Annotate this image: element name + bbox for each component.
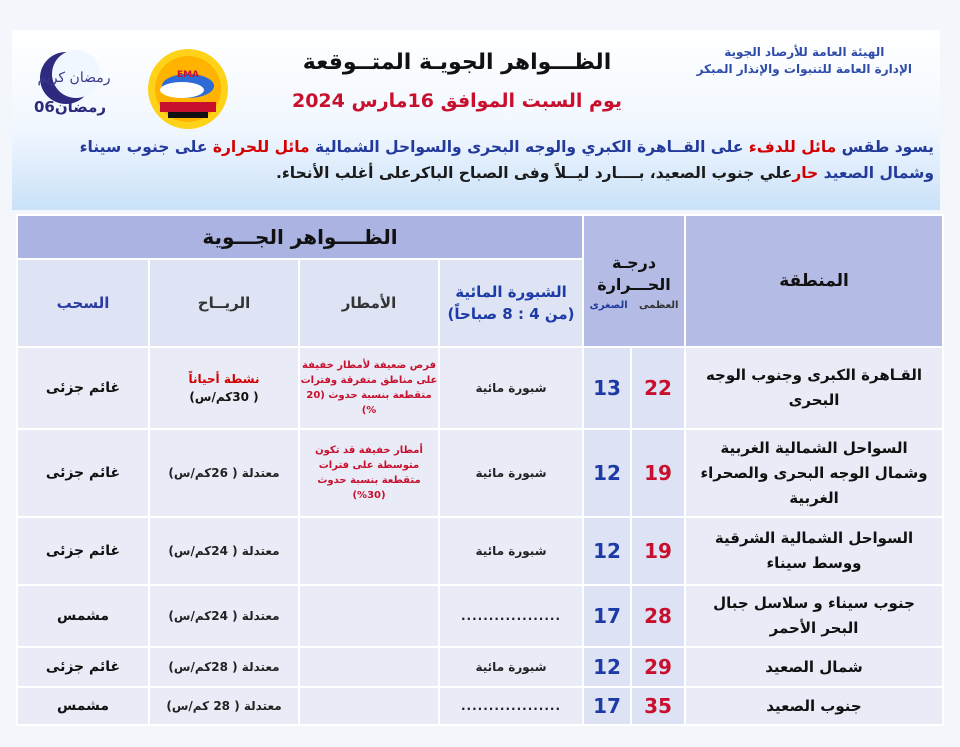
summary-part-5: بــــارد ليــلاً وفى الصباح الباكرعلى أغلب الأنحاء.: [275, 164, 645, 182]
row-wind: معتدلة ( 24كم/س): [149, 585, 299, 647]
row-region: جنوب سيناء و سلاسل جبال البحر الأحمر: [685, 585, 943, 647]
summary-warm-1: مائل للدفء: [748, 138, 837, 156]
header-wind: الريــاح: [149, 259, 299, 347]
row-clouds: غائم جزئى: [17, 347, 149, 429]
header-temperature-label: درجـة الحـــرارة: [597, 252, 671, 294]
row-wind-speed: ( 30كم/س): [189, 390, 259, 404]
row-wind: معتدلة ( 24كم/س): [149, 517, 299, 585]
header-fog: [439, 259, 583, 347]
table-row: [17, 429, 943, 517]
row-min-temp: 17: [583, 585, 631, 647]
table-row: [17, 585, 943, 647]
header-temp-min: الصغرى: [589, 299, 628, 311]
summary-part-2: على القــاهرة الكبري والوجه البحرى والسواحل الشمالية: [309, 138, 749, 156]
header-region: المنطقة: [685, 215, 943, 347]
row-rain: [299, 585, 439, 647]
row-region: السواحل الشمالية الشرقية ووسط سيناء: [685, 517, 943, 585]
header-fog-label: الشبورة المائية: [455, 283, 567, 301]
row-max-temp: 19: [631, 517, 685, 585]
row-fog: شبورة مائية: [439, 647, 583, 687]
row-min-temp: 12: [583, 647, 631, 687]
header-rain: الأمطار: [299, 259, 439, 347]
summary-part-1: يسود طقس: [836, 138, 934, 156]
row-region: جنوب الصعيد: [685, 687, 943, 725]
row-region: القـاهرة الكبرى وجنوب الوجه البحرى: [685, 347, 943, 429]
table-row: [17, 517, 943, 585]
row-wind-status: نشطة أحياناً: [188, 372, 260, 386]
org-line-1: الهيئة العامة للأرصاد الجوية: [724, 45, 885, 59]
header-phenomena: الظــــواهر الجـــوية: [17, 215, 583, 259]
forecast-table: [16, 214, 944, 726]
row-region: السواحل الشمالية الغربية وشمال الوجه البحرى والصحراء الغربية: [685, 429, 943, 517]
table-row: [17, 347, 943, 429]
row-clouds: مشمس: [17, 687, 149, 725]
ema-logo-text: EMA: [176, 70, 200, 80]
row-rain: [299, 687, 439, 725]
ema-logo: [138, 44, 238, 134]
row-fog: ..................: [439, 585, 583, 647]
row-wind: معتدلة ( 28 كم/س): [149, 687, 299, 725]
summary-warm-2: مائل للحرارة: [212, 138, 310, 156]
header-fog-time: (من 4 : 8 صباحاً): [447, 305, 575, 323]
header-temp-max: العظمى: [639, 299, 679, 311]
row-max-temp: 29: [631, 647, 685, 687]
row-rain: [299, 517, 439, 585]
summary-part-3: على جنوب سيناء وشمال الصعيد: [79, 138, 934, 182]
row-max-temp: 19: [631, 429, 685, 517]
ramadan-logo-text: رمضان كريم: [37, 70, 111, 86]
row-rain: [299, 647, 439, 687]
row-wind: معتدلة ( 26كم/س): [149, 429, 299, 517]
row-max-temp: 22: [631, 347, 685, 429]
row-min-temp: 17: [583, 687, 631, 725]
row-fog: ..................: [439, 687, 583, 725]
forecast-date: يوم السبت الموافق 16مارس 2024: [291, 90, 623, 112]
row-max-temp: 35: [631, 687, 685, 725]
table-row: [17, 647, 943, 687]
weather-summary: [24, 134, 934, 186]
row-region: شمال الصعيد: [685, 647, 943, 687]
summary-part-4: علي جنوب الصعيد،: [644, 164, 793, 182]
row-clouds: مشمس: [17, 585, 149, 647]
row-min-temp: 13: [583, 347, 631, 429]
org-line-2: الإدارة العامة للتنبوات والإنذار المبكر: [696, 62, 912, 76]
row-fog: شبورة مائية: [439, 347, 583, 429]
table-row: [17, 687, 943, 725]
row-min-temp: 12: [583, 517, 631, 585]
row-clouds: غائم جزئى: [17, 429, 149, 517]
row-fog: شبورة مائية: [439, 429, 583, 517]
row-wind: [149, 347, 299, 429]
row-fog: شبورة مائية: [439, 517, 583, 585]
row-max-temp: 28: [631, 585, 685, 647]
page-title: الظـــواهر الجويـة المتــوقعة: [302, 50, 612, 75]
row-clouds: غائم جزئى: [17, 647, 149, 687]
row-wind: معتدلة ( 28كم/س): [149, 647, 299, 687]
row-rain: أمطار خفيفة قد تكون متوسطة على فترات متقطعة بنسبة حدوث (30%): [299, 429, 439, 517]
row-clouds: غائم جزئى: [17, 517, 149, 585]
row-min-temp: 12: [583, 429, 631, 517]
ramadan-date: 06رمضان: [34, 98, 107, 116]
organization-name: [697, 44, 912, 78]
header-temperature: [583, 215, 685, 347]
row-rain: فرص ضعيفة لأمطار خفيفة على مناطق متفرقة وفترات متقطعة بنسبة حدوث (20 %): [299, 347, 439, 429]
header-clouds: السحب: [17, 259, 149, 347]
summary-warm-3: حار: [792, 164, 819, 182]
